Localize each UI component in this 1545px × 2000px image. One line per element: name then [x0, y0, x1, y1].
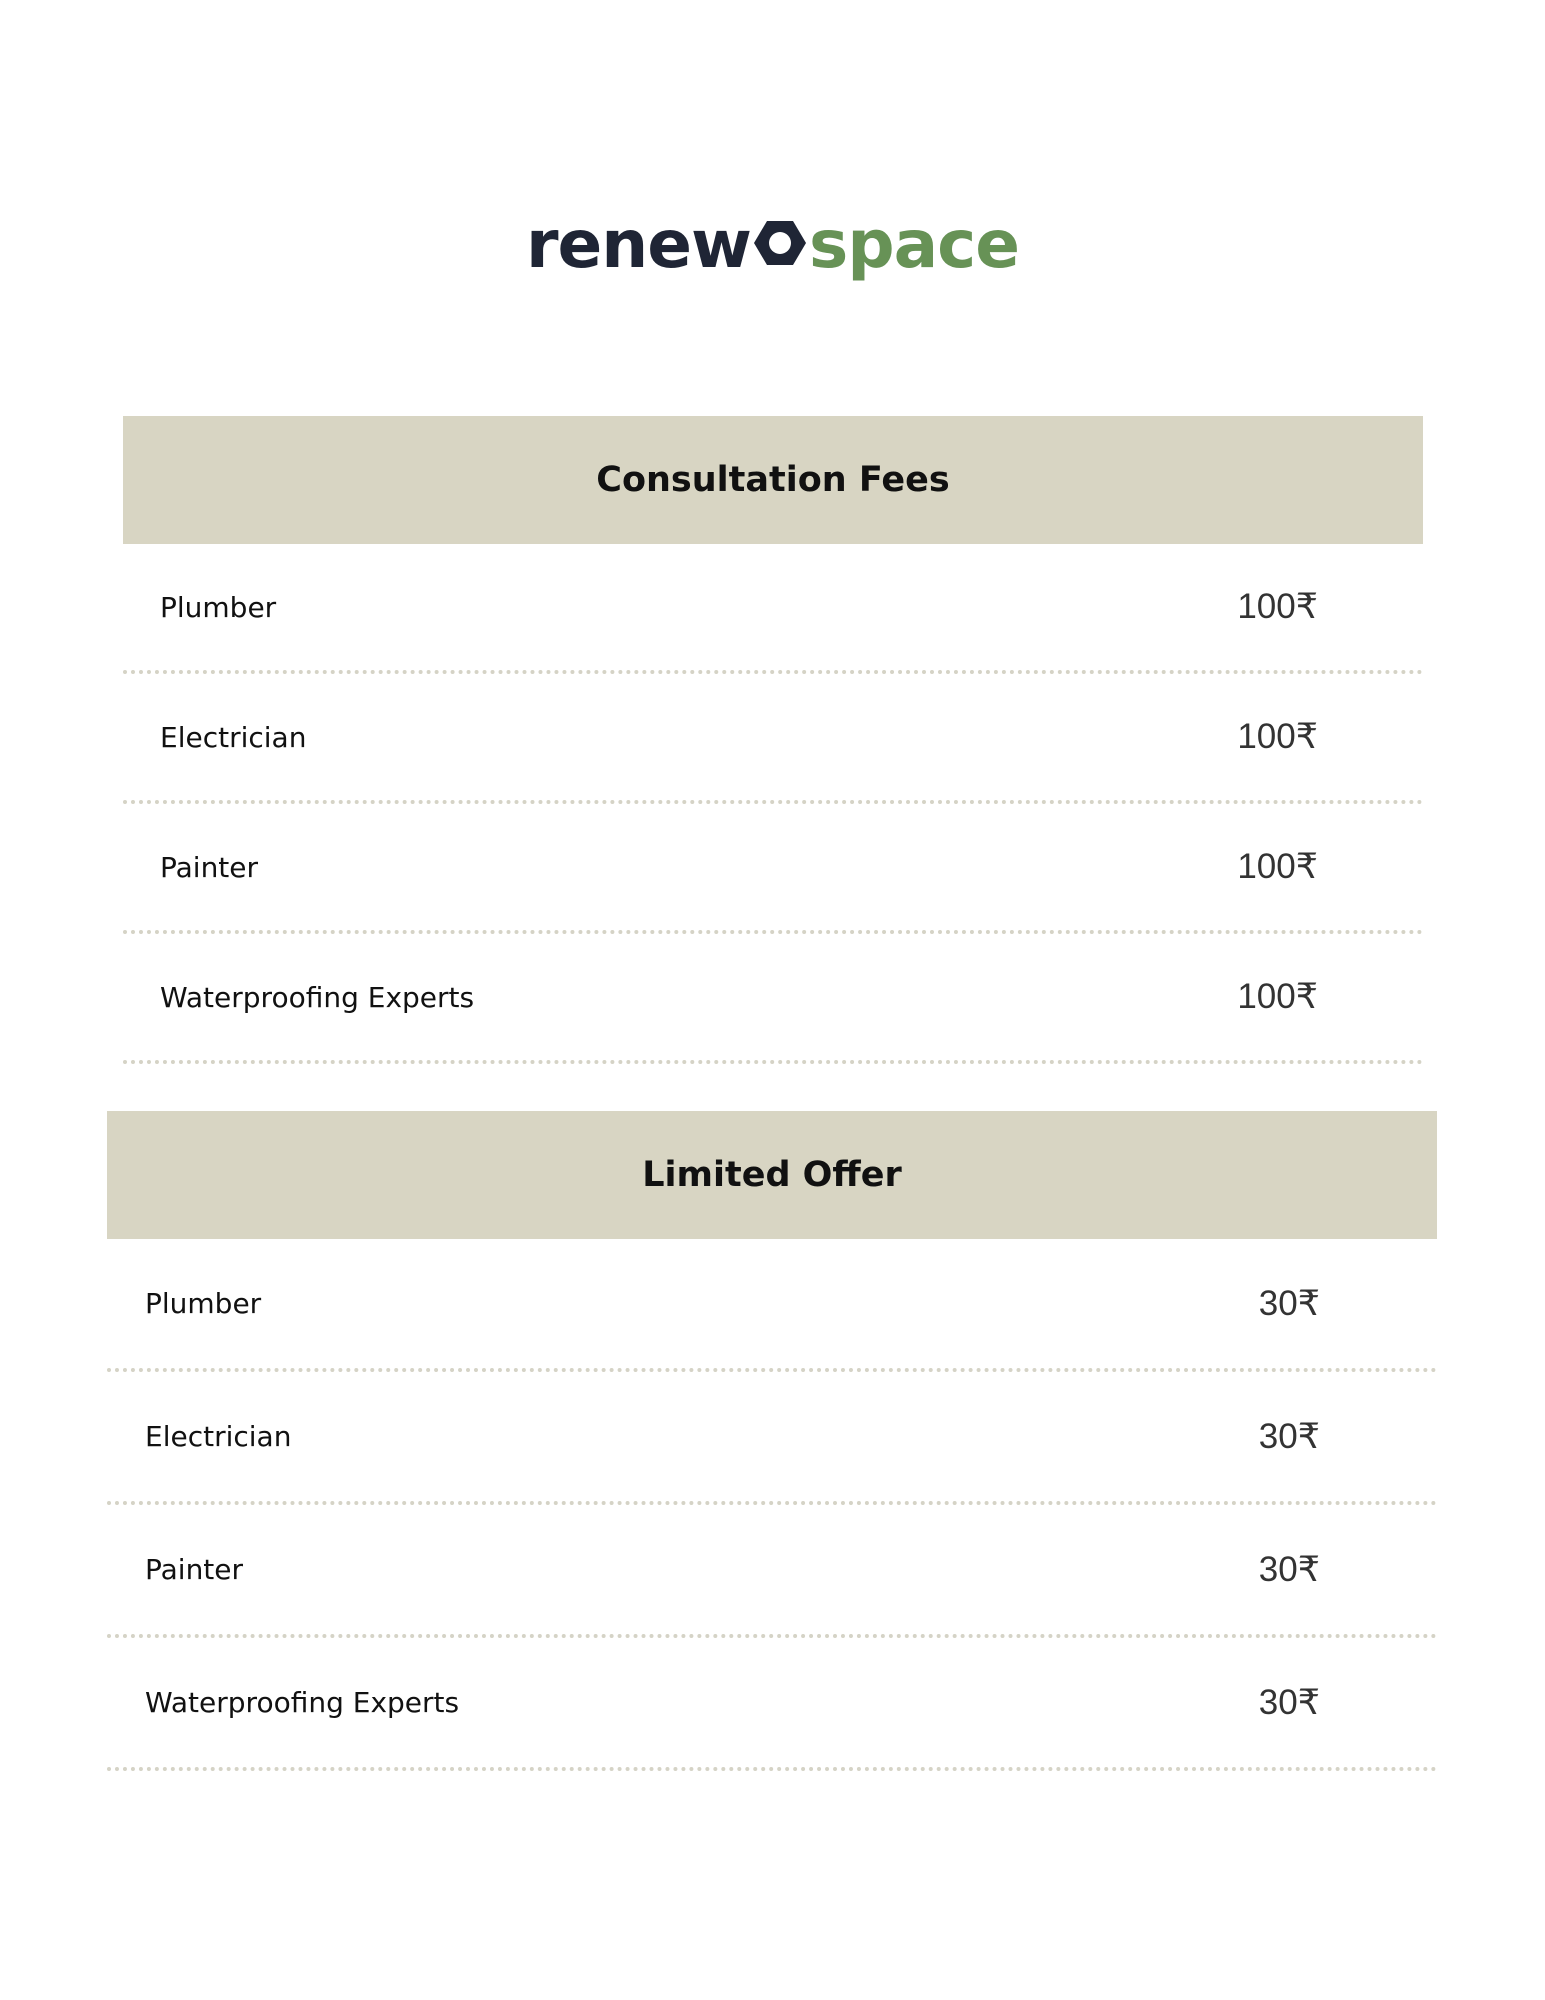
offer-row [107, 1505, 1437, 1638]
section-title: Consultation Fees [596, 460, 950, 500]
offer-list [107, 1239, 1437, 1771]
service-price: 100₹ [1237, 717, 1318, 756]
service-price: 100₹ [1237, 587, 1318, 626]
service-label: Plumber [145, 1287, 262, 1320]
service-label: Electrician [145, 1420, 292, 1453]
service-price: 100₹ [1237, 847, 1318, 886]
renewspace-logo [0, 206, 1545, 283]
service-price: 30₹ [1258, 1416, 1320, 1456]
consultation-fees-section [123, 416, 1423, 1064]
fee-row [123, 934, 1423, 1064]
service-label: Painter [145, 1553, 244, 1586]
service-label: Waterproofing Experts [160, 980, 475, 1014]
hexagon-nut-icon [753, 219, 807, 267]
fee-row [123, 674, 1423, 804]
limited-offer-section [107, 1111, 1437, 1771]
service-label: Plumber [160, 590, 277, 624]
service-label: Electrician [160, 720, 307, 754]
service-price: 30₹ [1258, 1549, 1320, 1589]
section-header [107, 1111, 1437, 1239]
offer-row [107, 1239, 1437, 1372]
section-header [123, 416, 1423, 544]
section-title: Limited Offer [642, 1155, 902, 1195]
logo-text-space: space [809, 206, 1019, 283]
fee-list [123, 544, 1423, 1064]
service-label: Waterproofing Experts [145, 1686, 460, 1719]
offer-row [107, 1638, 1437, 1771]
service-price: 30₹ [1258, 1682, 1320, 1722]
service-price: 100₹ [1237, 977, 1318, 1016]
offer-row [107, 1372, 1437, 1505]
fee-row [123, 804, 1423, 934]
logo-text-renew: renew [526, 206, 752, 283]
service-label: Painter [160, 850, 259, 884]
service-price: 30₹ [1258, 1283, 1320, 1323]
fee-row [123, 544, 1423, 674]
